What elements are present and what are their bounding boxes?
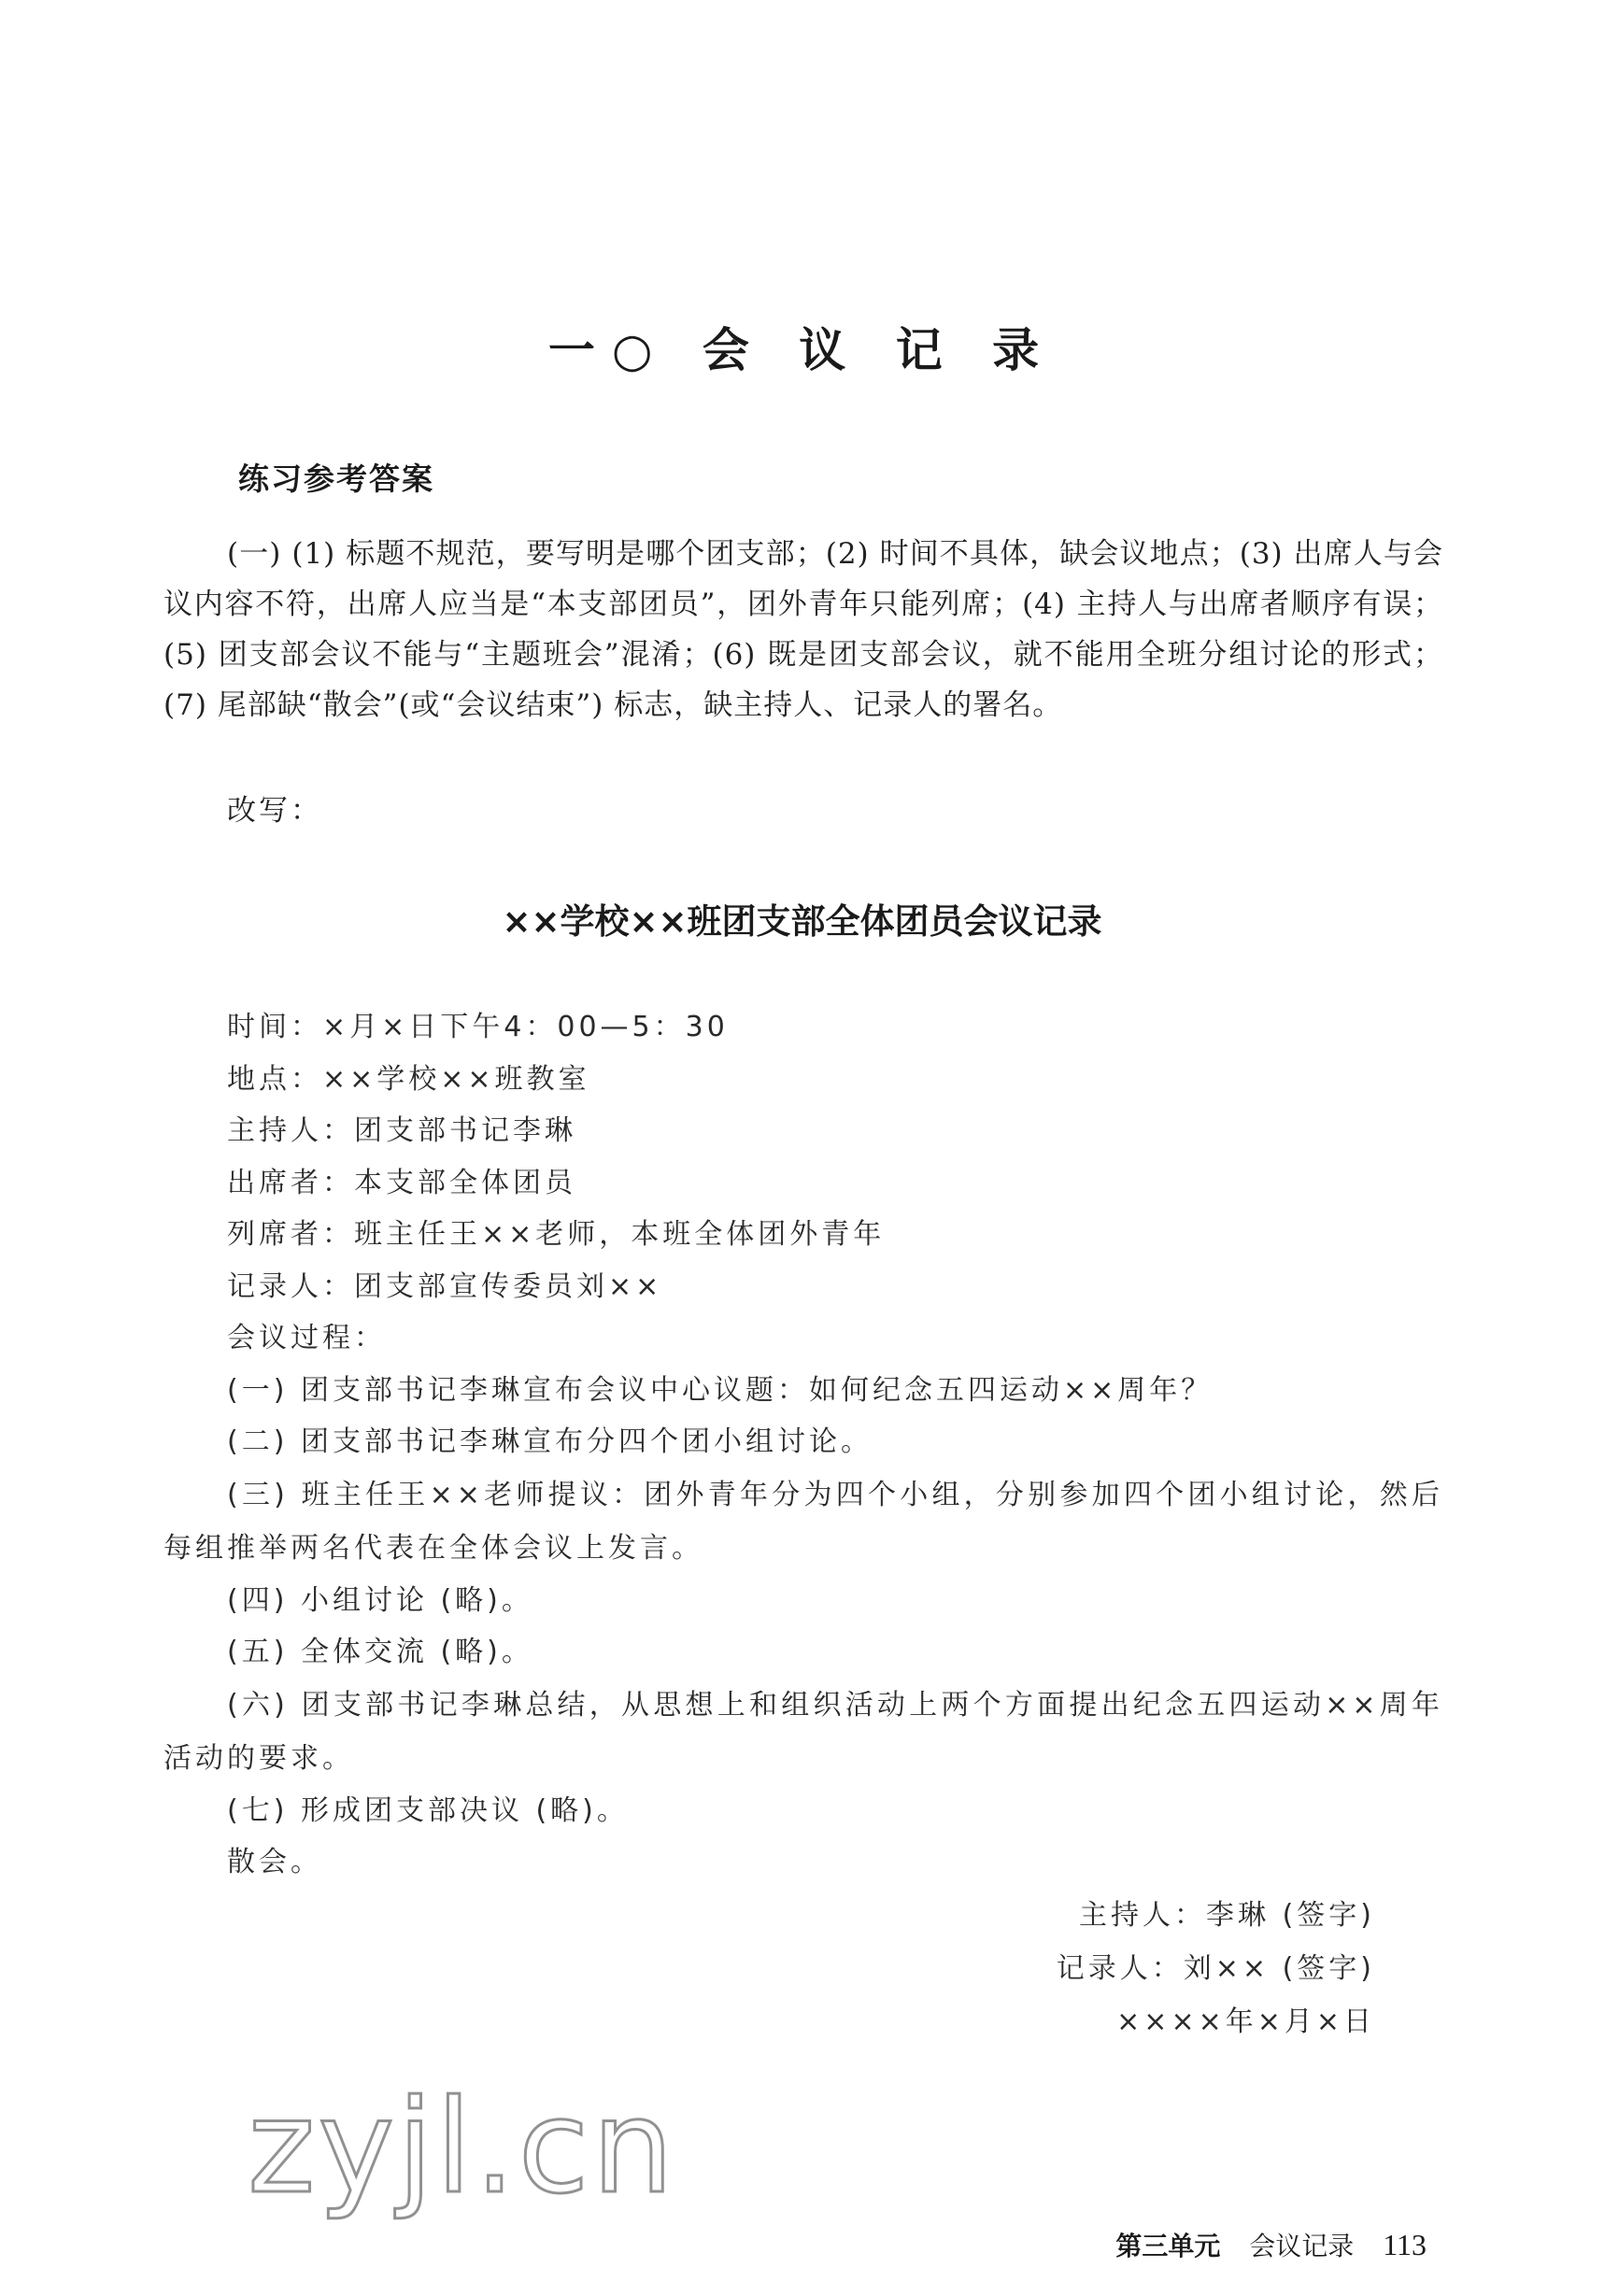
signature-block [908,1889,1375,2048]
record-attendees: 出席者：本支部全体团员 [227,1166,576,1199]
record-item-1: (一) 团支部书记李琳宣布会议中心议题：如何纪念五四运动××周年？ [227,1373,1214,1407]
signature-date: ××××年×月×日 [1116,2005,1375,2038]
rewrite-label: 改写： [227,794,322,828]
signature-host: 主持人：李琳 (签字) [1079,1899,1375,1932]
page-number: 113 [1383,2228,1427,2261]
chapter-title: 一○ 会 议 记 录 [547,323,1057,377]
record-closing: 散会。 [227,1846,322,1878]
record-place: 地点：××学校××班教室 [227,1062,590,1096]
answer-paragraph: (一) (1) 标题不规范，要写明是哪个团支部；(2) 时间不具体，缺会议地点；(3) 出席人与会议内容不符，出席人应当是“本支部团员”，团外青年只能列席；(4) 主持人与出席者顺序有误；(5) 团支部会议不能与“主题班会”混淆；(6) 既是团支部会议，就不能用全班分组讨论的形式；(7) 尾部缺“散会”(或“会议结束”) 标志，缺主持人、记录人的署名。 [163,537,1443,722]
record-item-4: (四) 小组讨论 (略)。 [227,1583,533,1617]
record-title: ××学校××班团支部全体团员会议记录 [502,901,1102,942]
record-item-2: (二) 团支部书记李琳宣布分四个团小组讨论。 [227,1425,873,1458]
record-observers: 列席者：班主任王××老师，本班全体团外青年 [227,1218,886,1251]
meeting-record [163,1001,1443,1889]
footer-topic: 会议记录 [1249,2231,1355,2261]
record-time: 时间：×月×日下午4：00—5：30 [227,1011,729,1043]
record-item-7: (七) 形成团支部决议 (略)。 [227,1793,629,1827]
watermark: zyjl.cn [248,2072,676,2222]
record-item-6: (六) 团支部书记李琳总结，从思想上和组织活动上两个方面提出纪念五四运动××周年活动的要求。 [163,1688,1443,1775]
record-item-5: (五) 全体交流 (略)。 [227,1636,533,1668]
record-host: 主持人：团支部书记李琳 [227,1114,576,1147]
section-heading: 练习参考答案 [238,461,434,497]
record-item-3: (三) 班主任王××老师提议：团外青年分为四个小组，分别参加四个团小组讨论，然后每组推举两名代表在全体会议上发言。 [163,1478,1443,1565]
page-footer [1115,2226,1427,2263]
signature-recorder: 记录人：刘×× (签字) [1056,1952,1375,1985]
record-recorder: 记录人：团支部宣传委员刘×× [227,1269,663,1303]
record-process-label: 会议过程： [227,1322,386,1354]
footer-unit: 第三单元 [1115,2231,1221,2261]
